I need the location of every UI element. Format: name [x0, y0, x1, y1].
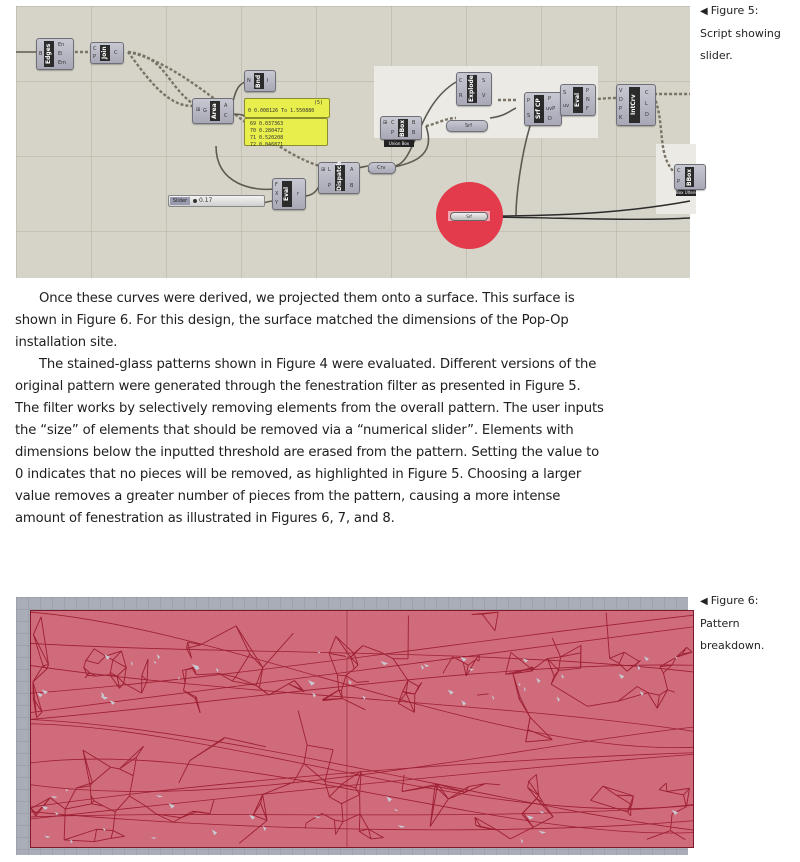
- pattern-edge: [119, 746, 143, 769]
- component-name: Edges: [44, 41, 54, 67]
- pattern-edge: [482, 614, 495, 631]
- panel-domain[interactable]: [244, 98, 330, 118]
- pattern-edge: [94, 649, 106, 656]
- pattern-edge: [298, 711, 307, 746]
- component-name: Srf CP: [534, 95, 544, 123]
- pattern-edge: [587, 701, 618, 706]
- pattern-edge: [523, 799, 537, 813]
- pattern-edge: [110, 660, 112, 673]
- pin: P: [677, 179, 681, 185]
- pattern-edge: [513, 674, 520, 698]
- removed-piece: [492, 695, 494, 700]
- explode-component[interactable]: [456, 72, 492, 106]
- removed-piece: [637, 665, 640, 670]
- pattern-edge: [408, 680, 419, 686]
- pin: V: [619, 88, 623, 94]
- pattern-edge: [552, 638, 560, 657]
- pattern-edge: [256, 685, 259, 687]
- pattern-edge: [495, 612, 498, 631]
- pattern-edge: [304, 745, 307, 764]
- pin: F: [586, 106, 589, 112]
- pattern-edge: [342, 794, 360, 803]
- pattern-edge: [86, 658, 88, 661]
- pin: C: [224, 113, 228, 119]
- pattern-edge: [336, 822, 343, 835]
- number-slider[interactable]: [168, 195, 265, 207]
- removed-piece: [348, 680, 351, 685]
- pattern-edge: [289, 681, 295, 684]
- caption-arrow-icon: ◀: [700, 596, 708, 607]
- pattern-edge: [336, 636, 354, 653]
- pin: ⊞: [196, 107, 201, 113]
- wire: [128, 52, 196, 106]
- pin: A: [224, 103, 228, 109]
- pattern-edge: [232, 677, 235, 681]
- pin: uv: [563, 103, 570, 109]
- removed-piece: [157, 654, 160, 659]
- pin: P: [619, 106, 623, 112]
- removed-piece: [421, 665, 424, 670]
- pattern-edge: [329, 653, 337, 675]
- pattern-edge: [334, 820, 335, 834]
- pin: D: [645, 112, 649, 118]
- pattern-edge: [647, 831, 671, 840]
- param-name: Srf: [450, 212, 488, 221]
- removed-piece: [308, 680, 315, 686]
- pattern-edge: [236, 626, 263, 668]
- pattern-edge: [64, 809, 65, 840]
- pattern-edge: [322, 813, 334, 820]
- caption-line: Script showing: [700, 27, 781, 40]
- pattern-edge: [497, 830, 510, 839]
- pattern-edge: [342, 699, 365, 710]
- removed-piece: [37, 692, 43, 697]
- pattern-edge: [486, 784, 501, 785]
- removed-piece: [44, 836, 51, 839]
- pattern-edge: [667, 788, 690, 791]
- caption-line: slider.: [700, 49, 733, 62]
- pattern-edge: [606, 613, 609, 658]
- pattern-edge: [336, 636, 351, 657]
- wire: [488, 217, 690, 219]
- removed-piece: [536, 678, 540, 683]
- pattern-edge: [547, 657, 560, 659]
- removed-piece: [619, 674, 625, 679]
- pattern-edge: [637, 687, 648, 693]
- pattern-edge: [325, 750, 333, 782]
- pattern-edge: [603, 786, 616, 795]
- removed-piece: [100, 696, 108, 700]
- pattern-edge: [236, 626, 250, 654]
- panel-value: 69 0.037363: [250, 121, 284, 127]
- removed-piece: [561, 674, 564, 678]
- wire: [488, 201, 690, 216]
- pattern-edge: [31, 805, 693, 817]
- pattern-edge: [31, 643, 693, 672]
- pattern-edge: [173, 818, 181, 822]
- pattern-edge: [129, 776, 133, 796]
- pattern-edge: [64, 829, 96, 840]
- pattern-edge: [250, 654, 263, 668]
- pattern-edge: [64, 840, 94, 842]
- pattern-edge: [415, 683, 422, 695]
- pattern-edge: [668, 690, 675, 693]
- pattern-edge: [476, 660, 479, 661]
- pattern-edge: [659, 783, 666, 789]
- pattern-edge: [536, 795, 538, 798]
- pattern-edge: [477, 694, 489, 695]
- component-name: Dispatch: [336, 161, 343, 191]
- pattern-edge: [259, 668, 262, 688]
- pattern-edge: [660, 667, 663, 673]
- pattern-edge: [145, 806, 156, 814]
- pattern-edge: [294, 681, 304, 692]
- pattern-lines: [31, 611, 693, 847]
- pattern-edge: [628, 812, 631, 816]
- removed-piece: [216, 668, 219, 672]
- pattern-edge: [190, 738, 225, 761]
- pattern-edge: [648, 693, 657, 709]
- pin: C: [114, 50, 118, 56]
- wire: [490, 108, 516, 118]
- slider-knob[interactable]: [193, 199, 197, 203]
- removed-piece: [151, 837, 157, 839]
- pattern-edge: [196, 674, 219, 675]
- removed-piece: [312, 693, 316, 698]
- figure-6-caption: [700, 590, 764, 657]
- figure-5-caption: [700, 0, 781, 67]
- pin: P: [93, 54, 97, 60]
- pin: S: [563, 90, 567, 96]
- pattern-edge: [119, 769, 133, 776]
- pin: X: [275, 191, 279, 197]
- area-component[interactable]: [192, 98, 234, 124]
- pattern-edge: [667, 792, 684, 795]
- removed-piece: [212, 830, 217, 836]
- removed-piece: [521, 838, 524, 843]
- slider-value: 0.17: [199, 197, 213, 204]
- pattern-edge: [188, 642, 192, 658]
- pattern-edge: [528, 717, 530, 729]
- pattern-edge: [528, 781, 529, 787]
- pattern-edge: [329, 636, 336, 653]
- bounding-box-component-right[interactable]: [674, 164, 706, 190]
- pattern-edge: [232, 681, 256, 685]
- pattern-edge: [325, 781, 329, 796]
- interpolate-curve-component[interactable]: [616, 84, 656, 126]
- pattern-edge: [354, 665, 358, 669]
- pin: N: [247, 78, 251, 84]
- pattern-edge: [346, 676, 357, 683]
- pattern-edge: [357, 681, 369, 682]
- pattern-edge: [88, 649, 94, 658]
- pattern-edge: [659, 790, 667, 792]
- pin: ⊞: [383, 120, 388, 126]
- component-name: Eval: [282, 181, 292, 207]
- pattern-edge: [92, 767, 110, 783]
- removed-piece: [131, 661, 133, 666]
- pattern-edge: [31, 612, 693, 747]
- pin: K: [619, 115, 623, 121]
- pin: L: [645, 101, 648, 107]
- pin: Em: [58, 60, 67, 66]
- surface-param[interactable]: [446, 120, 488, 132]
- pin: A: [350, 167, 354, 173]
- slider-label: Slider: [170, 197, 190, 205]
- pattern-edge: [239, 820, 267, 843]
- paragraph: Once these curves were derived, we projected them onto a surface. This surface is shown in Figure 6. For this design, the surface matched the dimensions of the Pop-Op installation site.: [15, 291, 575, 350]
- join-component[interactable]: [90, 42, 124, 64]
- pin: C: [677, 168, 681, 174]
- pattern-edge: [551, 684, 587, 706]
- dispatch-component[interactable]: [318, 162, 360, 194]
- pattern-edge: [663, 673, 667, 690]
- pattern-edge: [182, 670, 186, 671]
- component-name: Join: [101, 46, 108, 60]
- pin: Y: [275, 200, 279, 206]
- pattern-edge: [31, 754, 693, 818]
- pattern-edge: [37, 712, 42, 717]
- removed-piece: [70, 839, 73, 843]
- pin: P: [328, 183, 332, 189]
- pattern-edge: [529, 774, 537, 781]
- pattern-edge: [619, 663, 627, 671]
- pin: B: [412, 130, 416, 136]
- pin: S: [482, 78, 486, 84]
- pattern-edge: [329, 797, 341, 804]
- pin: G: [203, 108, 207, 114]
- removed-piece: [538, 831, 546, 834]
- removed-piece: [380, 661, 388, 665]
- pattern-edge: [559, 668, 581, 670]
- param-name: Crv: [377, 165, 386, 171]
- pattern-edge: [196, 697, 200, 713]
- pattern-edge: [65, 804, 91, 809]
- removed-piece: [644, 656, 649, 661]
- pattern-edge: [94, 838, 110, 841]
- removed-piece: [448, 690, 454, 695]
- removed-piece: [424, 664, 429, 667]
- wire: [128, 52, 192, 106]
- pattern-edge: [182, 670, 185, 683]
- param-name: Srf: [465, 123, 472, 129]
- box-label: Box Ulterior: [676, 190, 700, 195]
- pin: F: [275, 182, 278, 188]
- evaluate-surface-component[interactable]: [560, 84, 596, 116]
- pattern-edge: [111, 836, 125, 838]
- caption-line: Figure 6:: [710, 594, 759, 607]
- pattern-edge: [263, 794, 267, 820]
- figure-6-pattern-viewport: [16, 597, 688, 855]
- pattern-edge: [406, 693, 415, 694]
- pattern-edge: [31, 665, 693, 719]
- pattern-edge: [360, 814, 369, 829]
- pattern-edge: [536, 799, 553, 817]
- figure-5-grasshopper-canvas: [16, 6, 700, 278]
- pattern-edge: [210, 800, 214, 813]
- pattern-edge: [590, 786, 602, 800]
- pin: Ei: [58, 51, 63, 57]
- panel-value: 70 0.280472: [250, 128, 284, 134]
- pattern-edge: [235, 654, 249, 677]
- pattern-edge: [616, 795, 632, 805]
- pattern-edge: [31, 627, 693, 713]
- pin: P: [391, 130, 395, 136]
- pattern-edge: [351, 653, 354, 657]
- pattern-edge: [33, 617, 41, 635]
- removed-piece: [65, 789, 68, 792]
- pattern-edge: [325, 781, 342, 784]
- pattern-edge: [334, 820, 343, 822]
- pattern-edge: [129, 796, 145, 806]
- removed-piece: [518, 683, 521, 686]
- pattern-edge: [183, 683, 185, 690]
- wire: [216, 146, 274, 189]
- pattern-edge: [670, 831, 685, 840]
- pattern-edge: [98, 656, 106, 664]
- pattern-edge: [687, 647, 692, 652]
- removed-piece: [156, 795, 163, 797]
- pin: P: [527, 98, 531, 104]
- pattern-edge: [84, 660, 86, 667]
- pattern-edge: [547, 659, 554, 677]
- pin: r: [297, 191, 300, 197]
- removed-piece: [51, 796, 58, 798]
- pattern-edge: [371, 838, 384, 839]
- surface-closest-point-component[interactable]: [524, 92, 562, 126]
- pattern-edge: [624, 652, 639, 661]
- highlighted-surface-param[interactable]: [448, 211, 490, 221]
- pattern-edge: [111, 831, 113, 839]
- pattern-edge: [526, 740, 552, 742]
- pattern-edge: [86, 660, 98, 663]
- pin: R: [459, 93, 463, 99]
- pin: D: [619, 97, 623, 103]
- body-text: [15, 288, 605, 530]
- pattern-edge: [83, 750, 90, 786]
- pattern-edge: [666, 783, 667, 791]
- removed-piece: [397, 825, 405, 828]
- panel-values[interactable]: [244, 118, 328, 146]
- pattern-surface: [30, 610, 694, 848]
- pattern-edge: [223, 738, 225, 740]
- pin: S: [527, 113, 531, 119]
- pattern-edge: [224, 738, 265, 747]
- pin: ⊞: [321, 167, 326, 173]
- panel-header: 0 0.008126 To 1.550880: [248, 108, 315, 114]
- removed-piece: [557, 696, 560, 702]
- pin: N: [586, 97, 590, 103]
- wire: [654, 96, 676, 174]
- panel-value: 72 0.046871: [250, 142, 284, 148]
- caption-line: Figure 5:: [710, 4, 759, 17]
- pin: C: [459, 78, 463, 84]
- pattern-edge: [359, 814, 360, 831]
- removed-piece: [524, 687, 526, 692]
- pattern-edge: [119, 757, 136, 769]
- component-name: Area: [210, 101, 220, 121]
- component-name: Bnd: [255, 74, 262, 88]
- pattern-edge: [322, 690, 338, 700]
- panel-value: 71 0.520208: [250, 135, 284, 141]
- pattern-edge: [31, 666, 693, 732]
- pin: L: [328, 167, 331, 173]
- bounding-box-component[interactable]: [380, 116, 422, 140]
- pattern-edge: [520, 698, 530, 718]
- caption-arrow-icon: ◀: [700, 6, 708, 17]
- pin: B: [350, 183, 354, 189]
- pattern-edge: [185, 670, 186, 683]
- pin: uvP: [546, 106, 556, 112]
- pattern-edge: [443, 671, 444, 673]
- component-name: BBox: [686, 168, 693, 186]
- union-box-label: Union Box: [384, 140, 414, 147]
- pin: C: [391, 120, 395, 126]
- pin: P: [586, 88, 590, 94]
- component-name: BBox: [399, 119, 406, 137]
- pattern-edge: [31, 727, 693, 791]
- pin: C: [93, 46, 97, 52]
- pattern-edge: [393, 659, 408, 681]
- pattern-edge: [603, 786, 633, 796]
- pattern-edge: [113, 831, 125, 837]
- removed-piece: [154, 661, 157, 664]
- pin: P: [548, 96, 552, 102]
- pattern-edge: [342, 804, 343, 822]
- pin: B: [39, 51, 43, 57]
- panel-count: (5): [313, 100, 323, 106]
- edges-component[interactable]: [36, 38, 74, 70]
- pattern-edge: [363, 646, 380, 653]
- pin: En: [58, 42, 65, 48]
- pattern-edge: [465, 784, 485, 793]
- pattern-edge: [402, 784, 438, 791]
- curve-param[interactable]: [368, 162, 396, 174]
- removed-piece: [461, 700, 466, 706]
- component-name: Explode: [468, 75, 475, 103]
- wire: [516, 126, 530, 216]
- pattern-edge: [113, 812, 115, 831]
- pin: C: [645, 90, 649, 96]
- component-name: Eval: [573, 87, 583, 113]
- removed-piece: [394, 809, 398, 811]
- pin: D: [548, 116, 552, 122]
- pin: V: [482, 93, 486, 99]
- pattern-edge: [369, 829, 384, 837]
- pin: I: [267, 78, 269, 84]
- pattern-edge: [201, 626, 236, 645]
- pin: B: [412, 120, 416, 126]
- paragraph: The stained-glass patterns shown in Figure 4 were evaluated. Different versions of the original pattern were generated through the fenestration filter as presented in Figure 5. The filter works by selectively removing elements from the overall pattern. The user inputs the “size” of elements that should be removed via a “numerical slider”. Elements with dimensions below the inputted threshold are erased from the pattern. Setting the value to 0 indicates that no pieces will be removed, as highlighted in Figure 5. Choosing a larger value removes a greater number of pieces from the pattern, causing a more intense amount of fenestration as illustrated in Figures 6, 7, and 8.: [15, 357, 604, 526]
- pattern-edge: [111, 767, 120, 769]
- pattern-edge: [530, 717, 552, 739]
- pattern-edge: [610, 658, 619, 663]
- caption-line: Pattern: [700, 617, 740, 630]
- pattern-edge: [94, 829, 96, 841]
- caption-line: breakdown.: [700, 639, 765, 652]
- evaluate-component[interactable]: [272, 178, 306, 210]
- bounds-component[interactable]: [244, 70, 276, 92]
- pattern-edge: [618, 687, 637, 702]
- pattern-edge: [307, 745, 333, 750]
- component-name: IntCrv: [629, 87, 640, 123]
